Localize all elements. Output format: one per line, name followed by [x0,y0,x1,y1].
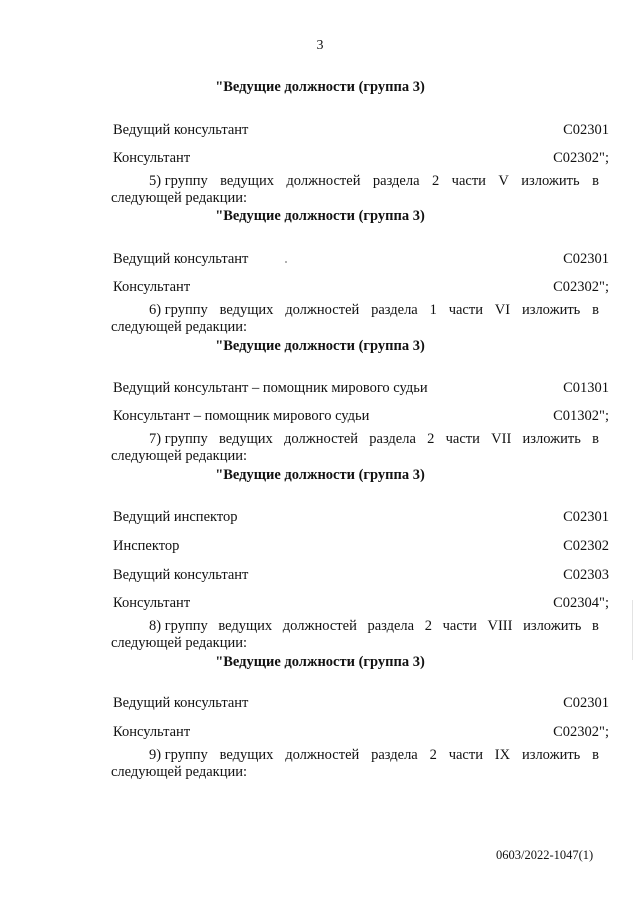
word: ведущих [220,173,274,189]
position-code: С02302"; [553,279,609,295]
position-code: С01302"; [553,408,609,424]
position-code: С02302 [563,538,609,554]
word: изложить [522,431,581,447]
position-code: С02301 [563,251,609,267]
word: изложить [521,173,580,189]
word: должностей [285,747,360,763]
word: раздела [372,173,420,189]
word: части [442,618,477,634]
word: в [592,747,599,763]
amendment-paragraph [111,747,599,781]
position-name: Ведущий консультант [113,122,249,138]
word: 1 [429,302,437,318]
word: части [448,747,483,763]
page-number: 3 [316,38,324,53]
position-name: Консультант – помощник мирового судьи [113,408,370,424]
word: раздела [371,302,418,318]
position-name: Консультант [113,279,191,295]
word: 2 [424,618,432,634]
word: ведущих [219,302,274,318]
position-code: С02301 [563,695,609,711]
group-heading: "Ведущие должности (группа 3) [215,208,425,224]
word: раздела [369,431,416,447]
document-registration-code: 0603/2022-1047(1) [496,848,594,862]
position-row [113,379,609,397]
word: части [451,173,486,189]
group-heading: "Ведущие должности (группа 3) [215,654,425,670]
position-name: Ведущий консультант – помощник мирового судьи [113,380,428,396]
position-row [113,566,609,584]
position-row [113,407,609,425]
position-row [113,278,609,296]
position-name: Ведущий консультант [113,567,249,583]
position-name: Консультант [113,724,191,740]
position-name: Ведущий инспектор [113,509,238,525]
word: изложить [521,747,581,763]
word: части [448,302,483,318]
position-row [113,723,609,741]
position-row [113,121,609,139]
word: ведущих [218,618,273,634]
position-code: С01301 [563,380,609,396]
word: части [445,431,480,447]
paragraph-first-line [111,302,599,319]
word: 2 [431,173,440,189]
scan-speck [285,261,287,263]
word: 2 [429,747,437,763]
word: VII [491,431,512,447]
word: VI [494,302,511,318]
position-row [113,508,609,526]
scan-edge-line [632,600,633,660]
position-name: Консультант [113,595,191,611]
position-row [113,250,609,268]
paragraph-end: следующей редакции: [111,190,248,206]
word: VIII [487,618,513,634]
position-code: С02301 [563,509,609,525]
word: IX [494,747,511,763]
position-row [113,694,609,712]
word: раздела [367,618,415,634]
amendment-paragraph [111,431,599,465]
paragraph-end: следующей редакции: [111,635,248,651]
position-code: С02301 [563,122,609,138]
word: 8) группу [149,618,208,634]
position-code: С02302"; [553,150,609,166]
word: в [592,618,599,634]
paragraph-first-line [111,747,599,764]
paragraph-end: следующей редакции: [111,764,248,780]
word: изложить [523,618,582,634]
group-heading: "Ведущие должности (группа 3) [215,338,425,354]
position-code: С02302"; [553,724,609,740]
word: 9) группу [149,747,208,763]
position-row [113,149,609,167]
word: должностей [284,431,359,447]
position-row [113,537,609,555]
position-code: С02304"; [553,595,609,611]
word: 5) группу [149,173,208,189]
word: раздела [371,747,418,763]
position-name: Ведущий консультант [113,695,249,711]
group-heading: "Ведущие должности (группа 3) [215,79,425,95]
word: в [592,173,599,189]
paragraph-end: следующей редакции: [111,319,248,335]
paragraph-end: следующей редакции: [111,448,248,464]
amendment-paragraph [111,173,599,207]
position-code: С02303 [563,567,609,583]
word: 6) группу [149,302,208,318]
word: ведущих [218,431,273,447]
amendment-paragraph [111,618,599,652]
word: должностей [282,618,357,634]
amendment-paragraph [111,302,599,336]
paragraph-first-line [111,431,599,448]
position-name: Консультант [113,150,191,166]
word: должностей [286,173,361,189]
word: V [498,173,509,189]
word: изложить [521,302,581,318]
word: в [592,302,599,318]
position-row [113,594,609,612]
position-name: Инспектор [113,538,180,554]
paragraph-first-line [111,618,599,635]
word: в [592,431,599,447]
paragraph-first-line [111,173,599,190]
word: 7) группу [149,431,208,447]
group-heading: "Ведущие должности (группа 3) [215,467,425,483]
word: ведущих [219,747,274,763]
position-name: Ведущий консультант [113,251,249,267]
word: 2 [427,431,435,447]
word: должностей [285,302,360,318]
